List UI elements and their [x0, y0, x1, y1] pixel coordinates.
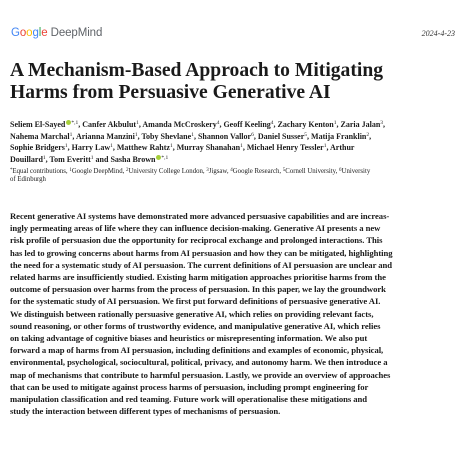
logo-letter: G [11, 27, 20, 39]
author-affiliation-marker: 5 [304, 131, 308, 138]
affiliation-text: University College London, [128, 168, 207, 175]
title-line: Harms from Persuasive Generative AI [10, 82, 331, 103]
author-line: Seliem El-Sayed $^{*,1}$, Canfer Akbulut$^1$, Amanda McCroskery$^4$, Geoff Keeling$^4$, Zachary Kenton$^1$, Zaria Jalan$^3$, [10, 120, 386, 129]
affiliation-marker: 5 [282, 168, 286, 173]
abstract-line: outcome of persuasion over harms from the process of persuasion. In this paper, we lay the groundwork [10, 284, 386, 295]
affiliation-line [10, 168, 462, 176]
abstract-line: We distinguish between rationally persuasive generative AI, which relies on providing relevant facts, [10, 308, 374, 319]
author-name: Harry Law [71, 143, 111, 153]
author-name: Seliem El-Sayed [10, 120, 66, 129]
logo-deepmind-text: DeepMind [50, 27, 103, 39]
author-affiliation-marker: 1 [191, 131, 194, 138]
author-name: Daniel Susser [257, 131, 305, 141]
affiliation-marker: 4 [230, 168, 233, 173]
author-name: Shannon Vallor [197, 131, 252, 141]
logo-letter: g [32, 27, 39, 39]
author-line: Douillard$^1$, Tom Everitt$^1$ and Sasha Brown $^{*,1}$ [10, 154, 169, 164]
abstract-line: risk profile of persuasion due the opportunity for reciprocal exchange and prolonged interactions. This [10, 235, 383, 246]
author-name: Amanda McCroskery [142, 120, 217, 129]
abstract-line: the need for a systematic study of AI persuasion. The current definitions of AI persuasion are unclear and [10, 259, 393, 270]
author-affiliation-marker: 1 [136, 120, 139, 126]
abstract-line: on taking advantage of cognitive biases and heuristics or misrepresenting information. We also put [10, 333, 368, 344]
abstract-line: for the systematic study of AI persuasion. We first put forward definitions of persuasive generative AI. [10, 296, 381, 307]
affiliation-text: of Edinburgh [10, 176, 46, 184]
logo-letter: o [26, 27, 33, 39]
author-name: Nahema Marchal [10, 131, 70, 141]
author-affiliation-marker: 1 [42, 154, 46, 161]
author-name: Arthur [330, 143, 355, 153]
abstract-line: sound reasoning, or other forms of trustworthy evidence, and manipulative generative AI, which relies [10, 320, 381, 331]
author-list [10, 119, 462, 165]
abstract-line: that can be used to mitigate against process harms of persuasion, including prompt engineering for [10, 381, 369, 392]
author-affiliation-marker: 1 [169, 143, 173, 150]
author-name: Matija Franklin [311, 131, 367, 141]
abstract-line: environmental, psychological, sociocultural, political, privacy, and autonomy harm. We then introduce a [10, 357, 388, 368]
abstract-line: study the interaction between different types of mechanisms of persuasion. [10, 406, 281, 417]
author-name: Michael Henry Tessler [246, 143, 324, 153]
author-name: Canfer Akbulut [82, 120, 137, 129]
author-affiliation-marker: *,1 [71, 120, 79, 126]
author-name: Murray Shanahan [176, 143, 241, 153]
abstract-line: forward a map of harms from AI persuasion, including definitions and examples of economic, physical, [10, 345, 384, 356]
affiliation-text: Google DeepMind, [71, 168, 127, 175]
affiliation-text: Google Research, [232, 168, 283, 175]
author-name: Douillard [10, 154, 43, 164]
author-name: Geoff Keeling [223, 120, 271, 129]
author-affiliation-marker: 3 [380, 120, 384, 126]
author-name: Matthew Rahtz [116, 143, 170, 153]
author-name: Toby Shevlane [141, 131, 192, 141]
author-affiliation-marker: 1 [240, 143, 243, 150]
abstract-line: Recent generative AI systems have demonstrated more advanced persuasive capabilities and are increas- [10, 211, 390, 221]
author-affiliation-marker: 1 [110, 143, 113, 150]
abstract-line: map of mechanisms that contribute to harmful persuasion. Lastly, we provide an overview of approaches [10, 369, 391, 380]
logo-letter: e [41, 27, 48, 39]
author-line: Nahema Marchal$^1$, Arianna Manzini$^1$, Toby Shevlane$^1$, Shannon Vallor$^6$, Daniel Susser$^5$, Matija Franklin$^2$, [10, 131, 372, 141]
author-affiliation-marker: 2 [366, 131, 370, 138]
affiliation-text: University [341, 168, 371, 175]
affiliations [10, 168, 462, 185]
author-affiliation-marker: 1 [134, 131, 138, 138]
author-affiliation-marker: 6 [251, 131, 254, 138]
affiliation-marker: * [10, 168, 13, 173]
author-affiliation-marker: 1 [64, 143, 68, 150]
author-affiliation-marker: 1 [90, 154, 94, 161]
author-affiliation-marker: 1 [69, 131, 73, 138]
google-deepmind-logo [11, 27, 102, 39]
abstract-line: related harms are insufficiently studied. Existing harm mitigation approaches prioritise harms from the [10, 272, 386, 283]
publication-date: 2024-4-23 [421, 29, 455, 38]
author-affiliation-marker: *,1 [161, 154, 169, 161]
paper-title [10, 60, 460, 104]
abstract [10, 210, 466, 417]
author-affiliation-marker: 4 [216, 120, 220, 126]
affiliation-marker: 2 [126, 168, 129, 173]
author-name: Tom Everitt [49, 154, 91, 164]
abstract-line: manipulation classification and red teaming. Future work will operationalise these mitigations and [10, 394, 368, 405]
author-name: Zaria Jalan [340, 120, 381, 129]
title-line: A Mechanism-Based Approach to Mitigating [10, 60, 384, 81]
affiliation-text: Jigsaw, [208, 168, 231, 175]
author-affiliation-marker: 1 [323, 143, 327, 150]
author-affiliation-marker: 4 [270, 120, 274, 126]
author-affiliation-marker: 1 [333, 120, 337, 126]
author-name: Sophie Bridgers [10, 143, 65, 153]
author-line: Sophie Bridgers$^1$, Harry Law$^1$, Matthew Rahtz$^1$, Murray Shanahan$^1$, Michael Henry Tessler$^1$, Arthur [10, 143, 355, 153]
affiliation-marker: 6 [339, 168, 342, 173]
affiliation-text: Equal contributions, [12, 168, 70, 175]
author-name: Arianna Manzini [75, 131, 135, 141]
abstract-line: has led to growing concerns about harms from AI persuasion and how they can be mitigated, highlighting [10, 247, 393, 258]
logo-letter: o [19, 27, 27, 39]
author-name: Zachary Kenton [277, 120, 334, 129]
affiliation-line [10, 176, 462, 184]
affiliation-text: Cornell University, [285, 168, 340, 175]
affiliation-marker: 1 [69, 168, 72, 173]
abstract-line: ingly permeating areas of life where they can influence decision-making. Generative AI presents a new [10, 223, 381, 234]
page-header [11, 27, 465, 45]
author-name: Sasha Brown [110, 154, 156, 164]
affiliation-marker: 3 [206, 168, 209, 173]
logo-letter: l [38, 27, 42, 39]
